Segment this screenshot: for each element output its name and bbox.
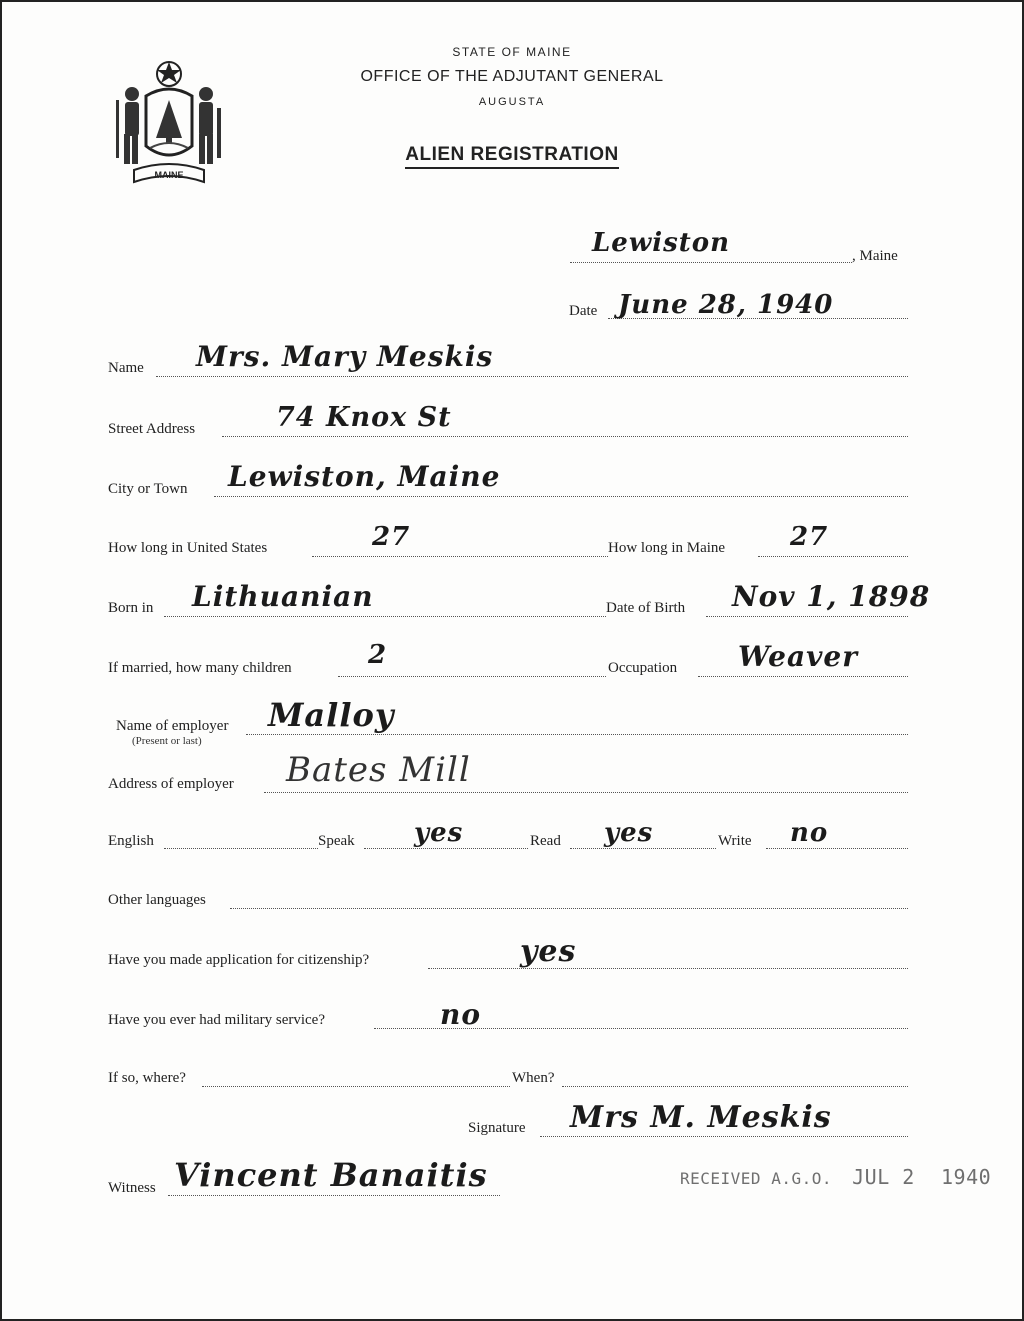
children-line [338, 676, 606, 677]
date-of-birth-value: Nov 1, 1898 [732, 580, 931, 613]
occupation-value: Weaver [738, 640, 858, 673]
how-long-us-line [312, 556, 608, 557]
how-long-maine-value: 27 [790, 522, 829, 552]
read-value: yes [604, 818, 654, 848]
street-address-line [222, 436, 908, 437]
received-stamp-text: RECEIVED A.G.O. [680, 1169, 832, 1188]
read-line [570, 848, 716, 849]
witness-label: Witness [108, 1180, 156, 1196]
header-office: OFFICE OF THE ADJUTANT GENERAL [360, 68, 664, 85]
if-so-where-line [202, 1086, 510, 1087]
other-languages-label: Other languages [108, 892, 206, 908]
date-of-birth-line [706, 616, 908, 617]
received-stamp-year: 1940 [941, 1165, 992, 1189]
city-or-town-value: Lewiston, Maine [228, 460, 501, 493]
write-value: no [790, 818, 829, 848]
signature-line [540, 1136, 908, 1137]
read-label: Read [530, 833, 561, 849]
other-languages-line [230, 908, 908, 909]
maine-label: , Maine [852, 248, 898, 264]
citizenship-label: Have you made application for citizenship? [108, 952, 370, 968]
when-label: When? [512, 1070, 555, 1086]
children-value: 2 [368, 640, 388, 670]
citizenship-value: yes [520, 934, 577, 969]
english-label: English [108, 833, 154, 849]
children-label: If married, how many children [108, 660, 292, 676]
employer-name-label: Name of employer [116, 718, 229, 734]
name-line [156, 376, 908, 377]
speak-value: yes [414, 818, 464, 848]
name-value: Mrs. Mary Meskis [196, 340, 494, 373]
born-in-value: Lithuanian [192, 580, 374, 613]
how-long-us-label: How long in United States [108, 540, 268, 556]
signature-value: Mrs M. Meskis [570, 1100, 832, 1135]
street-address-label: Street Address [108, 421, 196, 437]
witness-line [168, 1195, 500, 1196]
write-line [766, 848, 908, 849]
svg-text:MAINE: MAINE [154, 170, 184, 180]
military-label: Have you ever had military service? [108, 1012, 325, 1028]
signature-label: Signature [468, 1120, 526, 1136]
witness-value: Vincent Banaitis [174, 1156, 488, 1194]
employer-address-line [264, 792, 908, 793]
form-title: ALIEN REGISTRATION [0, 144, 1024, 166]
name-label: Name [108, 360, 144, 376]
military-value: no [440, 998, 482, 1031]
how-long-us-value: 27 [372, 522, 411, 552]
occupation-line [698, 676, 908, 677]
received-stamp-date: JUL 2 [852, 1165, 915, 1189]
employer-name-value: Malloy [268, 696, 395, 734]
speak-line [364, 848, 528, 849]
employer-name-line [246, 734, 908, 735]
street-address-value: 74 Knox St [276, 402, 452, 433]
english-line [164, 848, 318, 849]
speak-label: Speak [318, 833, 355, 849]
when-line [562, 1086, 908, 1087]
date-value: June 28, 1940 [618, 290, 834, 320]
citizenship-line [428, 968, 908, 969]
date-label: Date [569, 303, 598, 319]
date-of-birth-label: Date of Birth [606, 600, 686, 616]
employer-name-sublabel: (Present or last) [132, 735, 202, 747]
place-line [570, 262, 852, 263]
how-long-maine-line [758, 556, 908, 557]
employer-address-label: Address of employer [108, 776, 234, 792]
employer-address-value: Bates Mill [286, 750, 471, 790]
if-so-where-label: If so, where? [108, 1070, 186, 1086]
place-value: Lewiston [592, 228, 730, 258]
how-long-maine-label: How long in Maine [608, 540, 726, 556]
received-stamp [680, 1165, 991, 1189]
city-or-town-label: City or Town [108, 481, 188, 497]
header-state: STATE OF MAINE [452, 45, 572, 59]
city-or-town-line [214, 496, 908, 497]
header-city: AUGUSTA [478, 96, 546, 108]
born-in-label: Born in [108, 600, 154, 616]
born-in-line [164, 616, 606, 617]
occupation-label: Occupation [608, 660, 678, 676]
write-label: Write [718, 833, 752, 849]
